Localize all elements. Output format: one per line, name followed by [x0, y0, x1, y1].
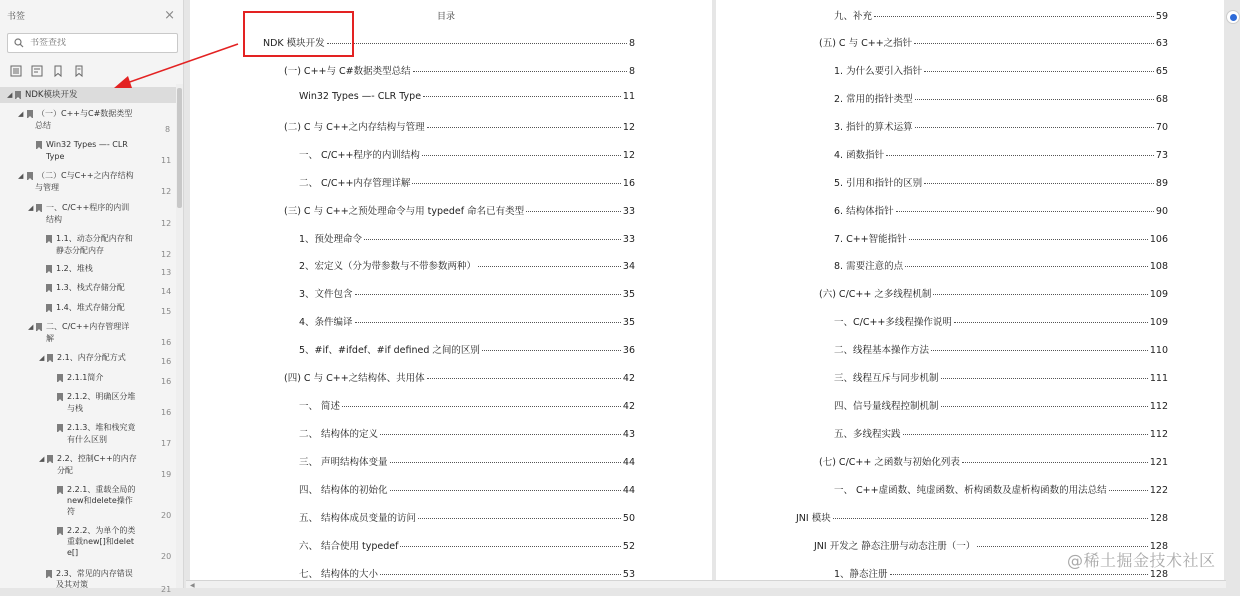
bookmark-search-box[interactable] [7, 33, 178, 53]
toc-entry[interactable]: Win32 Types —- CLR Type 11 [299, 91, 635, 102]
scroll-left-icon[interactable]: ◀ [190, 582, 195, 589]
toc-entry[interactable]: 3. 指针的算术运算 70 [834, 122, 1168, 133]
toc-entry[interactable]: 三、 声明结构体变量 44 [299, 457, 635, 468]
toc-entry[interactable]: JNI 开发之 静态注册与动态注册（一） 128 [814, 541, 1168, 552]
scrollbar-thumb[interactable] [177, 88, 182, 208]
toc-title: 目录 [437, 12, 456, 22]
tree-item[interactable]: 1.1、动态分配内存和 静态分配内存 12 [0, 233, 176, 259]
tree-item-ndk[interactable]: ◢ NDK模块开发 [0, 87, 176, 103]
toc-entry[interactable]: (六) C/C++ 之多线程机制 109 [819, 289, 1168, 300]
tree-item[interactable]: Win32 Types —- CLR Type 11 [0, 139, 176, 165]
toc-entry[interactable]: 三、线程互斥与同步机制 111 [834, 373, 1168, 384]
toc-entry[interactable]: JNI 模块 128 [796, 513, 1168, 524]
toc-entry[interactable]: 3、文件包含 35 [299, 289, 635, 300]
toc-entry[interactable]: 1. 为什么要引入指针 65 [834, 66, 1168, 77]
bookmarks-sidebar [0, 0, 184, 594]
toc-entry[interactable]: 一、C/C++多线程操作说明 109 [834, 317, 1168, 328]
tree-item[interactable]: ◢ （二）C与C++之内存结构 与管理 12 [18, 171, 172, 196]
toc-entry[interactable]: 四、 结构体的初始化 44 [299, 485, 635, 496]
tree-item[interactable]: ◢ 2.1、内存分配方式 16 [39, 353, 172, 366]
bookmark-outline-icon[interactable] [73, 62, 85, 74]
tree-item[interactable]: 2.1.3、堆和栈究竟 有什么区别 17 [0, 422, 176, 448]
bookmark-tree [0, 84, 184, 594]
toc-entry[interactable]: 二、 C/C++内存管理详解 16 [299, 178, 635, 189]
bookmark-search-input[interactable] [30, 38, 170, 48]
tree-item[interactable]: 2.2.2、为单个的类 重载new[]和delet e[] 20 [0, 525, 176, 563]
toc-entry[interactable]: 2、宏定义（分为带参数与不带参数两种） 34 [299, 261, 635, 272]
toc-entry[interactable]: (七) C/C++ 之函数与初始化列表 121 [819, 457, 1168, 468]
toc-entry[interactable]: 二、 结构体的定义 43 [299, 429, 635, 440]
toc-entry[interactable]: 8. 需要注意的点 108 [834, 261, 1168, 272]
floating-action-button[interactable] [1226, 10, 1240, 24]
search-icon [14, 38, 24, 48]
sidebar-scrollbar[interactable] [176, 84, 183, 588]
toc-entry[interactable]: 1、预处理命令 33 [299, 234, 635, 245]
highlight-box [243, 11, 354, 57]
tree-item[interactable]: ◢ 一、C/C++程序的内训 结构 12 [28, 203, 172, 228]
toc-entry[interactable]: 一、 C/C++程序的内训结构 12 [299, 150, 635, 161]
sidebar-title: 书签 [7, 11, 26, 22]
tree-item[interactable]: 2.1.2、明确区分堆 与栈 16 [0, 391, 176, 417]
toc-entry[interactable]: 4、条件编译 35 [299, 317, 635, 328]
expand-all-icon[interactable] [10, 62, 22, 74]
toc-entry[interactable]: 二、线程基本操作方法 110 [834, 345, 1168, 356]
collapse-all-icon[interactable] [31, 62, 43, 74]
tree-item[interactable]: 2.2.1、重载全局的 new和delete操作 符 20 [0, 484, 176, 522]
tree-item[interactable]: ◢ （一）C++与C#数据类型 总结 8 [18, 109, 171, 134]
toc-entry[interactable]: 一、 简述 42 [299, 401, 635, 412]
toc-entry[interactable]: 七、 结构体的大小 53 [299, 569, 635, 580]
toc-entry[interactable]: 1、静态注册 128 [834, 569, 1168, 580]
tree-item[interactable]: 1.4、堆式存储分配 15 [0, 302, 176, 316]
toc-entry[interactable]: 六、 结合使用 typedef 52 [299, 541, 635, 552]
toc-entry[interactable]: (四) C 与 C++之结构体、共用体 42 [284, 373, 635, 384]
toc-entry[interactable]: 5、#if、#ifdef、#if defined 之间的区别 36 [299, 345, 635, 356]
toc-entry[interactable]: (三) C 与 C++之预处理命令与用 typedef 命名已有类型 33 [284, 206, 635, 217]
toc-entry[interactable]: 一、 C++虚函数、纯虚函数、析构函数及虚析构函数的用法总结 122 [834, 485, 1168, 496]
horizontal-scrollbar[interactable] [186, 580, 1226, 588]
toc-entry[interactable]: 5. 引用和指针的区别 89 [834, 178, 1168, 189]
assistant-icon [1230, 14, 1237, 21]
toc-entry[interactable]: 五、 结构体成员变量的访问 50 [299, 513, 635, 524]
toc-entry[interactable]: 五、多线程实践 112 [834, 429, 1168, 440]
toc-entry[interactable]: 4. 函数指针 73 [834, 150, 1168, 161]
toc-entry[interactable]: 2. 常用的指针类型 68 [834, 94, 1168, 105]
tree-item[interactable]: 1.2、堆栈 13 [0, 263, 176, 277]
toc-entry[interactable]: 6. 结构体指针 90 [834, 206, 1168, 217]
tree-item[interactable]: 2.3、常见的内存错误 及其对策 21 [0, 568, 176, 594]
toc-entry[interactable]: 四、信号量线程控制机制 112 [834, 401, 1168, 412]
toc-entry[interactable]: 九、补充 59 [834, 11, 1168, 22]
bookmark-icon[interactable] [52, 62, 64, 74]
tree-item[interactable]: ◢ 2.2、控制C++的内存 分配 19 [39, 454, 172, 479]
toc-entry[interactable]: 7. C++智能指针 106 [834, 234, 1168, 245]
watermark: @稀土掘金技术社区 [1067, 551, 1216, 570]
close-icon[interactable]: × [164, 7, 175, 23]
sidebar-toolbar [10, 62, 85, 74]
toc-entry[interactable]: (一) C++与 C#数据类型总结 8 [284, 66, 635, 77]
toc-entry[interactable]: (二) C 与 C++之内存结构与管理 12 [284, 122, 635, 133]
toc-entry[interactable]: NDK 模块开发 8 [263, 38, 635, 49]
sidebar-header [0, 0, 183, 30]
tree-item[interactable]: 1.3、栈式存储分配 14 [0, 282, 176, 296]
toc-entry[interactable]: (五) C 与 C++之指针 63 [819, 38, 1168, 49]
tree-item[interactable]: 2.1.1简介 16 [0, 372, 176, 386]
tree-item[interactable]: ◢ 二、C/C++内存管理详 解 16 [28, 322, 172, 347]
